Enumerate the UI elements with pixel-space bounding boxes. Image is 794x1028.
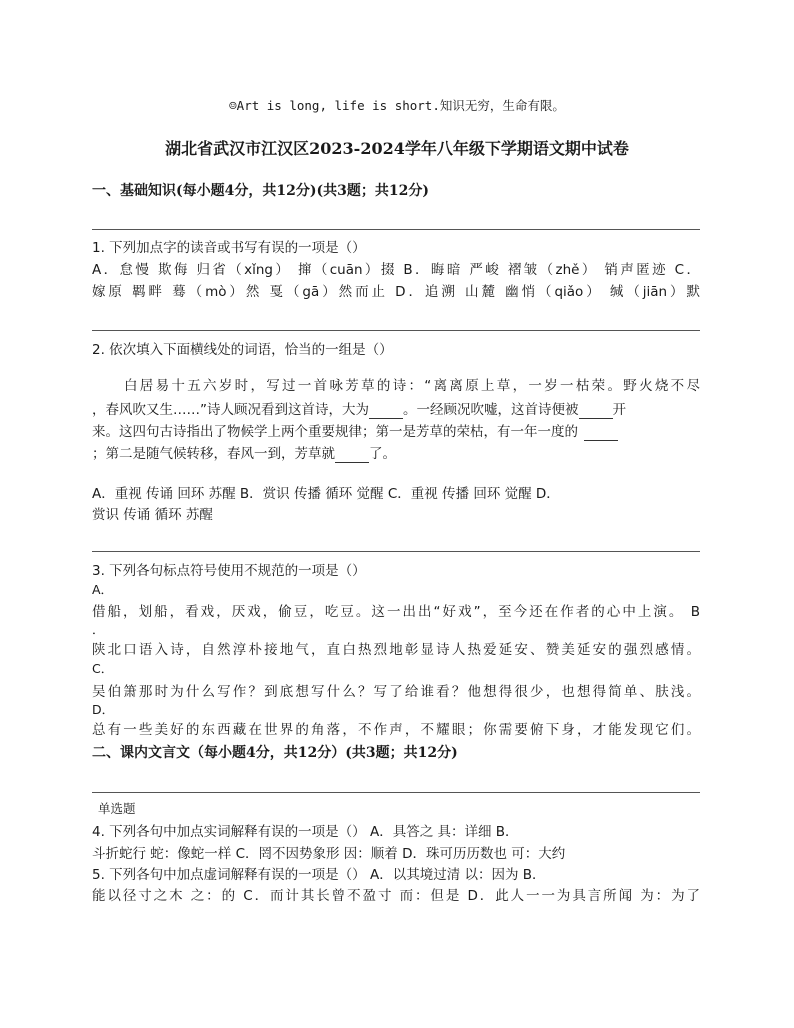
- divider: [92, 330, 700, 331]
- q2-passage-line-2: [92, 398, 700, 419]
- q2-passage-text: ，春风吹又生……”诗人顾况看到这首诗，大为: [92, 402, 369, 418]
- q2-passage-text: ；第二是随气候转移，春风一到，芳草就: [92, 446, 335, 462]
- divider: [92, 792, 700, 793]
- q2-passage-text: 开: [612, 402, 626, 418]
- fill-blank-3[interactable]: [584, 424, 618, 441]
- q3-option-b-label: ．: [92, 622, 105, 637]
- q3-option-b-text: 陕北口语入诗，自然淳朴接地气，直白热烈地彰显诗人热爱延安、赞美延安的强烈感情。: [92, 642, 700, 658]
- q3-option-a-text: 借船，划船，看戏，厌戏，偷豆，吃豆。这一出出“好戏”，至今还在作者的心中上演。 B: [92, 604, 700, 620]
- q2-passage-line-4: [92, 442, 396, 463]
- section-1-heading: 一、基础知识(每小题4分，共12分)(共3题；共12分): [92, 183, 429, 199]
- q3-option-a-label: A．: [92, 582, 114, 597]
- q3-option-d-text: 总有一些美好的东西藏在世界的角落，不作声，不耀眼；你需要俯下身，才能发现它们。: [92, 722, 700, 738]
- q5-stem: 5. 下列各句中加点虚词解释有误的一项是（） A．以其境过清 以：因为 B．: [92, 867, 546, 883]
- q1-stem: 1. 下列加点字的读音或书写有误的一项是（）: [92, 240, 366, 256]
- q2-stem: 2. 依次填入下面横线处的词语，恰当的一组是（）: [92, 342, 393, 358]
- q3-option-d-label: D．: [92, 702, 115, 717]
- divider: [92, 229, 700, 230]
- motto-line: ☺Art is long, life is short.知识无穷，生命有限。: [229, 98, 565, 113]
- section-2-heading: 二、课内文言文（每小题4分，共12分）(共3题；共12分): [92, 745, 458, 761]
- document-title: 湖北省武汉市江汉区2023-2024学年八年级下学期语文期中试卷: [165, 139, 629, 158]
- q4-options: 斗折蛇行 蛇：像蛇一样 C．罔不因势象形 因：顺着 D．珠可历历数也 可：大约: [92, 846, 566, 862]
- q2-passage-line-1: 白居易十五六岁时，写过一首咏芳草的诗：“离离原上草，一岁一枯荣。野火烧不尽: [124, 378, 700, 394]
- question-type-label: 单选题: [98, 801, 136, 816]
- q3-stem: 3. 下列各句标点符号使用不规范的一项是（）: [92, 563, 366, 579]
- q4-stem: 4. 下列各句中加点实词解释有误的一项是（） A．具答之 具：详细 B．: [92, 824, 519, 840]
- q2-passage-text: 来。这四句古诗指出了物候学上两个重要规律；第一是芳草的荣枯，有一年一度的: [92, 424, 578, 440]
- q2-passage-line-3: [92, 420, 700, 441]
- divider: [92, 551, 700, 552]
- fill-blank-4[interactable]: [335, 446, 369, 463]
- q3-option-c-label: C．: [92, 661, 114, 676]
- q1-options-line-2: 嫁原 羁畔 蓦（mò）然 戛（gā）然而止 D．追溯 山麓 幽悄（qiǎo） 缄（jiān）默: [92, 284, 700, 300]
- q2-options-line-2: 赏识 传诵 循环 苏醒: [92, 507, 213, 523]
- fill-blank-2[interactable]: [579, 402, 613, 419]
- q2-passage-text: 。一经顾况吹嘘，这首诗便被: [403, 402, 579, 418]
- q3-option-c-text: 吴伯箫那时为什么写作？到底想写什么？写了给谁看？他想得很少，也想得简单、肤浅。: [92, 684, 700, 700]
- q5-options: 能以径寸之木 之：的 C．而计其长曾不盈寸 而：但是 D．此人一一为具言所闻 为：为了: [92, 888, 700, 904]
- q2-options-line-1: A．重视 传诵 回环 苏醒 B．赏识 传播 循环 觉醒 C．重视 传播 回环 觉醒 D．: [92, 486, 560, 502]
- q2-passage-text: 了。: [369, 446, 396, 462]
- fill-blank-1[interactable]: [369, 402, 403, 419]
- q1-options-line-1: A．怠慢 欺侮 归省（xǐng） 撺（cuān）掇 B．晦暗 严峻 褶皱（zhě） 销声匿迹 C．: [92, 262, 700, 278]
